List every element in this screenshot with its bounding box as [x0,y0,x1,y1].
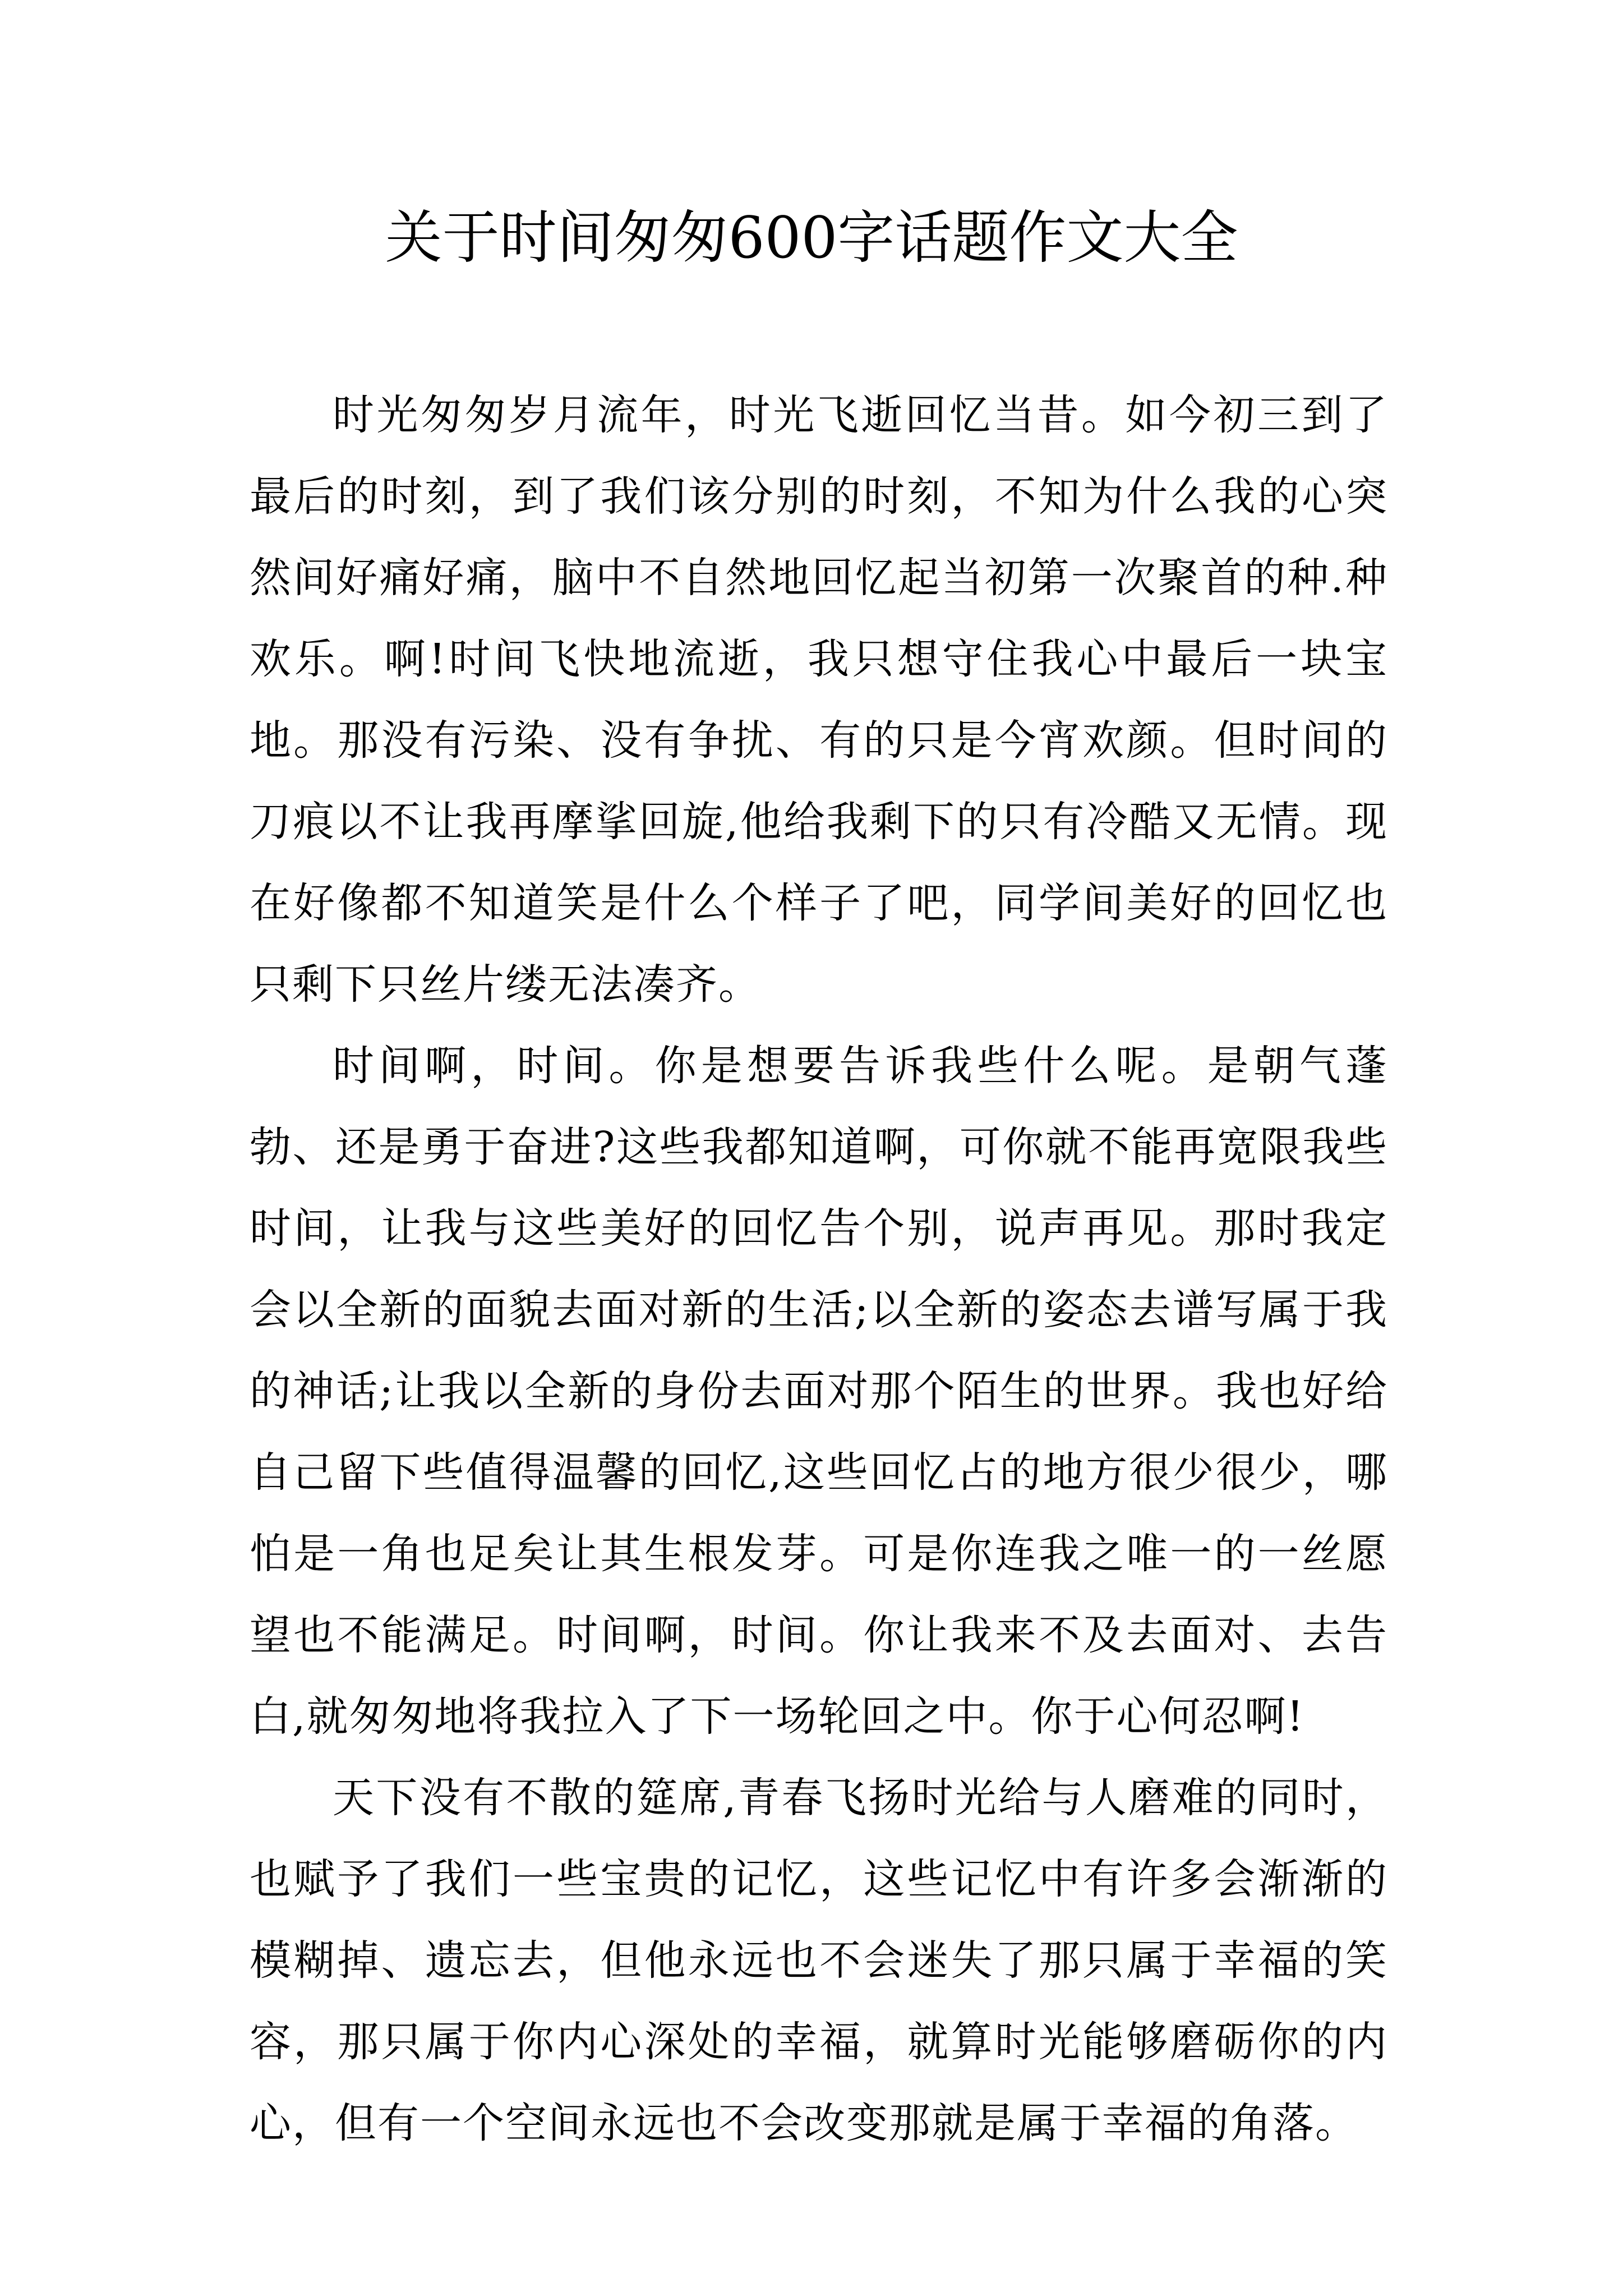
paragraph-3: 天下没有不散的筵席,青春飞扬时光给与人磨难的同时，也赋予了我们一些宝贵的记忆，这些记忆中有许多会渐渐的模糊掉、遗忘去，但他永远也不会迷失了那只属于幸福的笑容，那只属于你内心深处的幸福，就算时光能够磨砺你的内心，但有一个空间永远也不会改变那就是属于幸福的角落。 [250,1774,1388,2147]
paragraph-1: 时光匆匆岁月流年，时光飞逝回忆当昔。如今初三到了最后的时刻，到了我们该分别的时刻，不知为什么我的心突然间好痛好痛，脑中不自然地回忆起当初第一次聚首的种.种欢乐。啊!时间飞快地流逝，我只想守住我心中最后一块宝地。那没有污染、没有争扰、有的只是今宵欢颜。但时间的刀痕以不让我再摩挲回旋,他给我剩下的只有冷酷又无情。现在好像都不知道笑是什么个样子了吧，同学间美好的回忆也只剩下只丝片缕无法凑齐。 [250,391,1388,1009]
document-body [250,375,1388,2164]
paragraph-2: 时间啊，时间。你是想要告诉我些什么呢。是朝气蓬勃、还是勇于奋进?这些我都知道啊，可你就不能再宽限我些时间，让我与这些美好的回忆告个别，说声再见。那时我定会以全新的面貌去面对新的生活;以全新的姿态去谱写属于我的神话;让我以全新的身份去面对那个陌生的世界。我也好给自己留下些值得温馨的回忆,这些回忆占的地方很少很少，哪怕是一角也足矣让其生根发芽。可是你连我之唯一的一丝愿望也不能满足。时间啊，时间。你让我来不及去面对、去告白,就匆匆地将我拉入了下一场轮回之中。你于心何忍啊! [250,1042,1388,1741]
document-title: 关于时间匆匆600字话题作文大全 [385,205,1238,272]
